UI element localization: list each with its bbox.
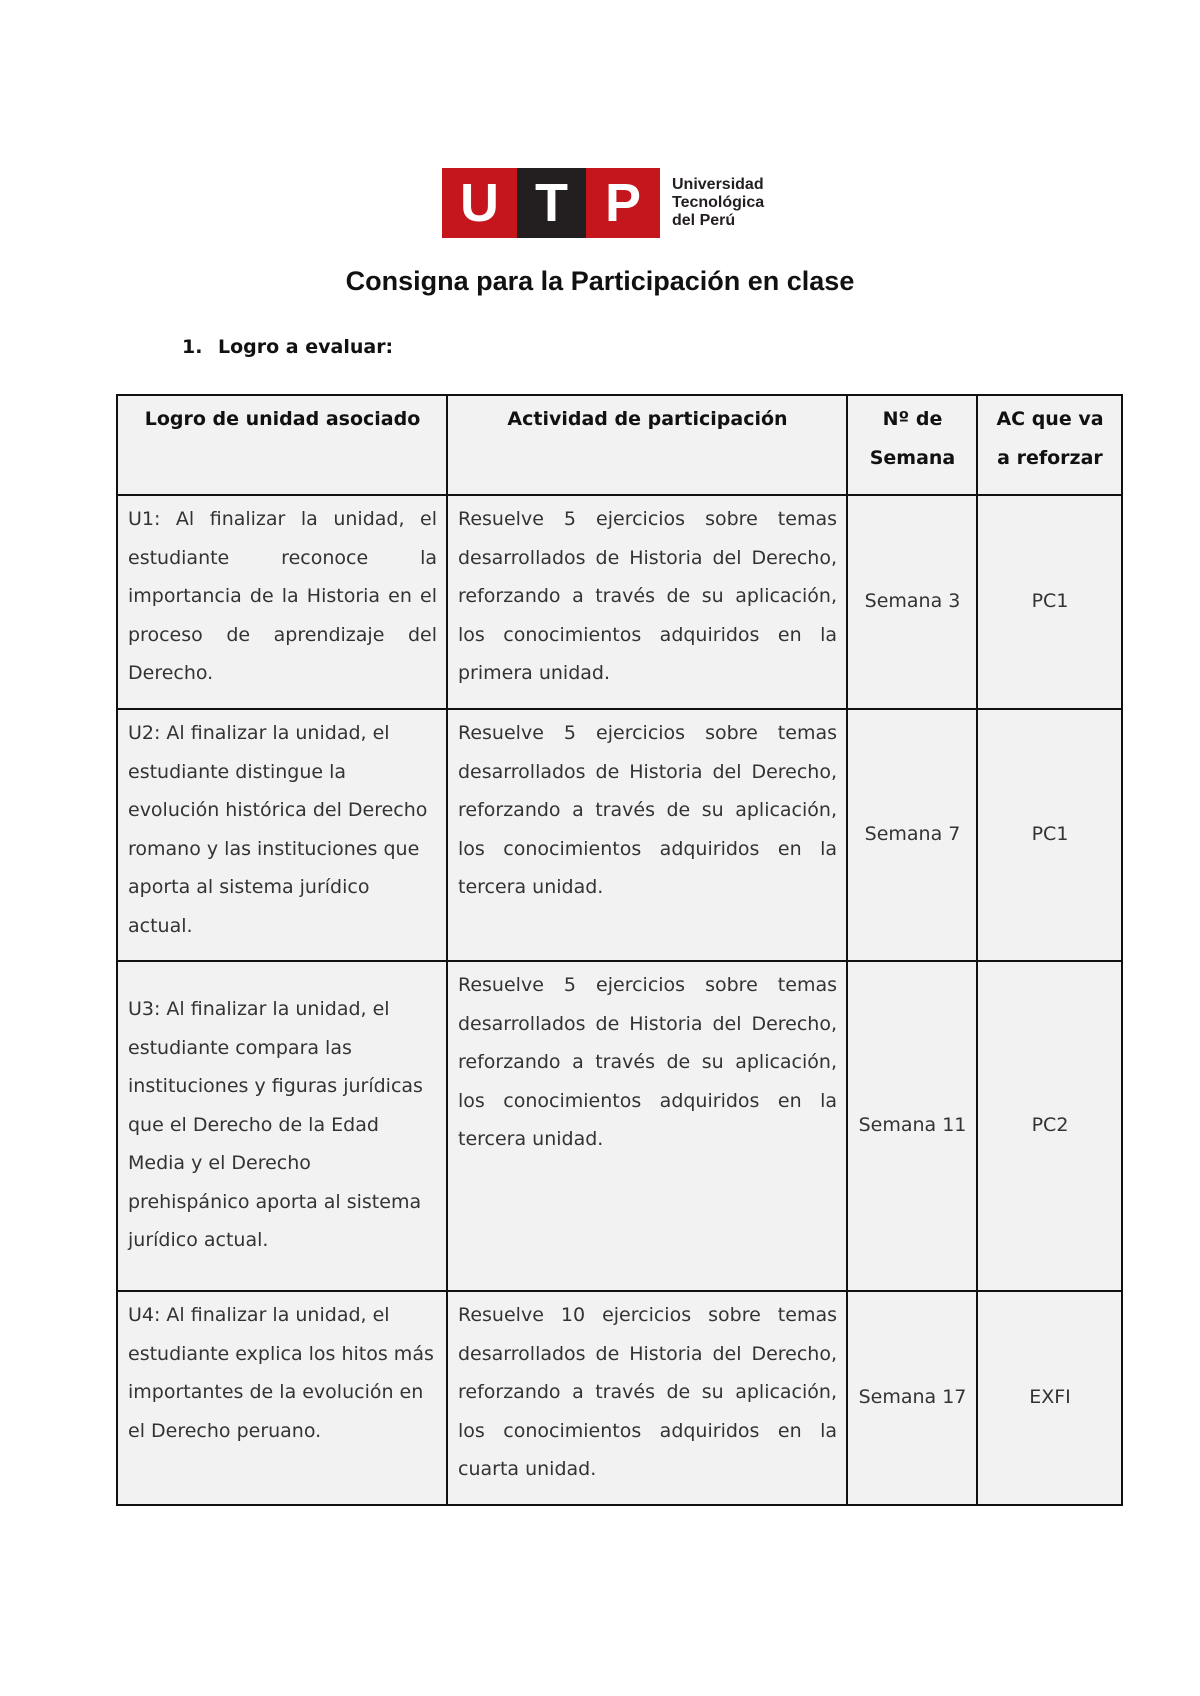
logros-table [116, 394, 1123, 1506]
logo-letter-t: T [517, 168, 586, 238]
table-row [117, 961, 1122, 1291]
logo-wordmark [672, 176, 764, 230]
section-heading [182, 336, 393, 358]
cell-actividad: Resuelve 10 ejercicios sobre temas desarrollados de Historia del Derecho, reforzando a través de su aplicación, los conocimientos adquiridos en la cuarta unidad. [447, 1291, 847, 1505]
logo-letter-p: P [586, 168, 660, 238]
table-row [117, 495, 1122, 709]
table-header-row [117, 395, 1122, 495]
utp-logo-mark [442, 168, 660, 238]
cell-logro: U1: Al finalizar la unidad, el estudiante reconoce la importancia de la Historia en el proceso de aprendizaje del Derecho. [117, 495, 447, 709]
header-logro: Logro de unidad asociado [117, 395, 447, 495]
logo-letter-u: U [442, 168, 517, 238]
table-row [117, 709, 1122, 961]
cell-semana: Semana 7 [847, 709, 977, 961]
table-row [117, 1291, 1122, 1505]
cell-actividad: Resuelve 5 ejercicios sobre temas desarrollados de Historia del Derecho, reforzando a través de su aplicación, los conocimientos adquiridos en la tercera unidad. [447, 961, 847, 1291]
cell-semana: Semana 3 [847, 495, 977, 709]
logo-text-line: Tecnológica [672, 194, 765, 211]
utp-logo [442, 168, 764, 238]
cell-ac: PC2 [977, 961, 1122, 1291]
header-actividad: Actividad de participación [447, 395, 847, 495]
header-semana: Nº de Semana [847, 395, 977, 495]
cell-semana: Semana 17 [847, 1291, 977, 1505]
cell-logro: U3: Al finalizar la unidad, el estudiante compara las instituciones y figuras jurídicas que el Derecho de la Edad Media y el Derecho prehispánico aporta al sistema jurídico actual. [117, 961, 447, 1291]
cell-logro: U4: Al finalizar la unidad, el estudiante explica los hitos más importantes de la evolución en el Derecho peruano. [117, 1291, 447, 1505]
section-number: 1. [182, 336, 203, 358]
cell-ac: PC1 [977, 495, 1122, 709]
cell-semana: Semana 11 [847, 961, 977, 1291]
logo-text-line: del Perú [672, 212, 736, 229]
section-label: Logro a evaluar: [218, 336, 394, 358]
cell-ac: PC1 [977, 709, 1122, 961]
logo-text-line: Universidad [672, 176, 764, 193]
cell-ac: EXFI [977, 1291, 1122, 1505]
cell-actividad: Resuelve 5 ejercicios sobre temas desarrollados de Historia del Derecho, reforzando a través de su aplicación, los conocimientos adquiridos en la primera unidad. [447, 495, 847, 709]
cell-logro: U2: Al finalizar la unidad, el estudiante distingue la evolución histórica del Derecho romano y las instituciones que aporta al sistema jurídico actual. [117, 709, 447, 961]
header-ac: AC que va a reforzar [977, 395, 1122, 495]
cell-actividad: Resuelve 5 ejercicios sobre temas desarrollados de Historia del Derecho, reforzando a través de su aplicación, los conocimientos adquiridos en la tercera unidad. [447, 709, 847, 961]
page-title: Consigna para la Participación en clase [345, 266, 855, 296]
